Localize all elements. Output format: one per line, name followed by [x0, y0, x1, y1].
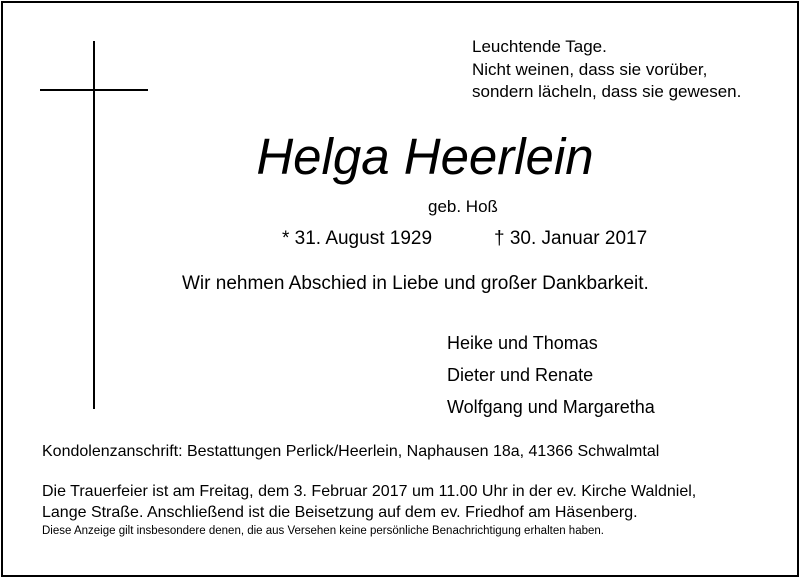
- cross-vertical-bar: [93, 41, 95, 409]
- mourner-entry: Dieter und Renate: [447, 365, 594, 385]
- poem-line: Leuchtende Tage.: [472, 37, 607, 56]
- notification-note: Diese Anzeige gilt insbesondere denen, die aus Versehen keine persönliche Benachrichtigung erhalten haben.: [42, 525, 604, 537]
- mourners-list: [447, 327, 655, 423]
- maiden-name: geb. Hoß: [428, 197, 498, 216]
- mourner-entry: Heike und Thomas: [447, 333, 598, 353]
- farewell-text: Wir nehmen Abschied in Liebe und großer Dankbarkeit.: [182, 273, 649, 294]
- condolence-address: Kondolenzanschrift: Bestattungen Perlick/Heerlein, Naphausen 18a, 41366 Schwalmtal: [42, 443, 660, 460]
- deceased-name: Helga Heerlein: [256, 128, 594, 185]
- death-date: † 30. Januar 2017: [494, 228, 648, 249]
- birth-date: * 31. August 1929: [282, 228, 433, 249]
- mourner-entry: Wolfgang und Margaretha: [447, 397, 655, 417]
- cross-horizontal-bar: [40, 89, 148, 91]
- poem-quote: [472, 36, 741, 104]
- poem-line: Nicht weinen, dass sie vorüber,: [472, 59, 708, 79]
- poem-line: sondern lächeln, dass sie gewesen.: [472, 82, 742, 101]
- ceremony-info: [42, 481, 696, 523]
- ceremony-line: Die Trauerfeier ist am Freitag, dem 3. Februar 2017 um 11.00 Uhr in der ev. Kirche Waldniel,: [42, 483, 697, 500]
- ceremony-line: Lange Straße. Anschließend ist die Beisetzung auf dem ev. Friedhof am Häsenberg.: [42, 504, 638, 521]
